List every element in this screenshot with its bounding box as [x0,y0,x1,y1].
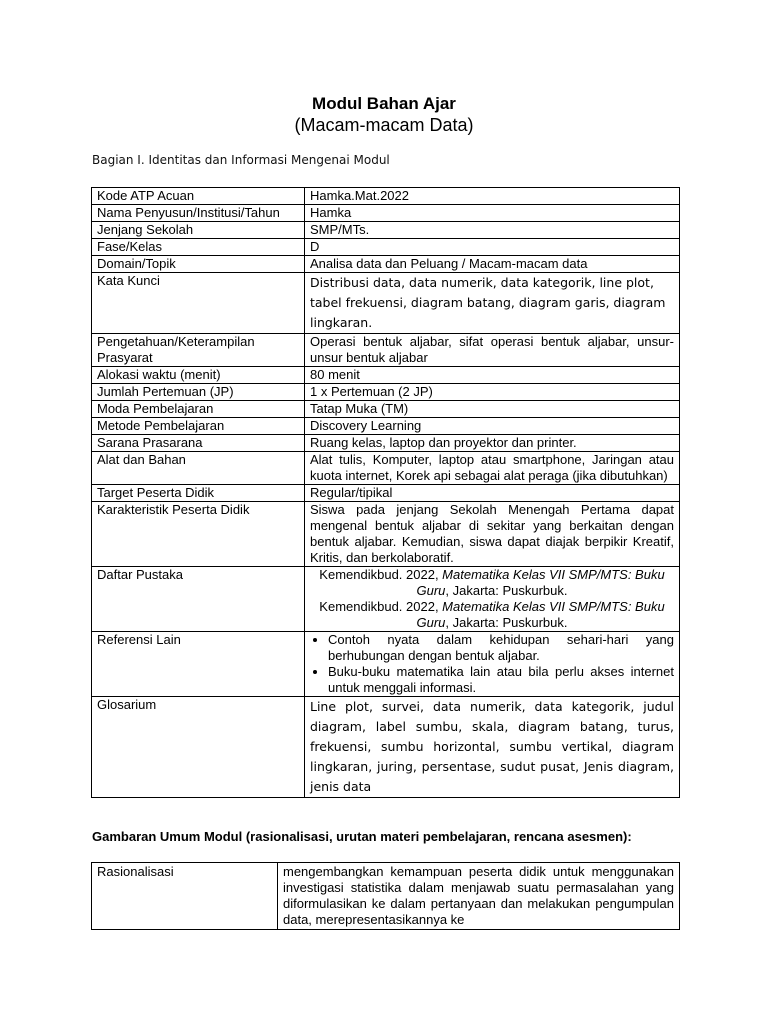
table-row [92,256,680,273]
row-label: Glosarium [92,697,305,798]
row-value: Analisa data dan Peluang / Macam-macam data [305,256,680,273]
row-value: Tatap Muka (TM) [305,401,680,418]
row-label: Jenjang Sekolah [92,222,305,239]
identity-table [91,187,680,798]
referensi-cell [305,632,680,697]
section-heading: Bagian I. Identitas dan Informasi Mengenai Modul [92,153,390,167]
row-value: Hamka.Mat.2022 [305,188,680,205]
table-row [92,435,680,452]
table-row-glosarium [92,697,680,798]
table-row-referensi [92,632,680,697]
row-label: Domain/Topik [92,256,305,273]
row-label: Alat dan Bahan [92,452,305,485]
referensi-list [310,632,674,696]
table-row [92,418,680,435]
row-value: SMP/MTs. [305,222,680,239]
pustaka-item: Kemendikbud. 2022, Matematika Kelas VII SMP/MTS: Buku Guru, Jakarta: Puskurbuk. [319,567,665,598]
row-value: Operasi bentuk aljabar, sifat operasi bentuk aljabar, unsur-unsur bentuk aljabar [305,334,680,367]
row-label: Alokasi waktu (menit) [92,367,305,384]
row-label: Karakteristik Peserta Didik [92,502,305,567]
row-label: Kata Kunci [92,273,305,334]
table-row [92,205,680,222]
table-row [92,485,680,502]
row-value: Siswa pada jenjang Sekolah Menengah Pertama dapat mengenal bentuk aljabar di sekitar yang berkaitan dengan bentuk aljabar. Kemudian, siswa dapat diajak berpikir Kreatif, Kritis, dan berkolaboratif. [305,502,680,567]
table-row [92,502,680,567]
row-label: Target Peserta Didik [92,485,305,502]
row-value: D [305,239,680,256]
row-value: 1 x Pertemuan (2 JP) [305,384,680,401]
row-label: Referensi Lain [92,632,305,697]
row-label: Nama Penyusun/Institusi/Tahun [92,205,305,222]
document-title: Modul Bahan Ajar [312,94,456,113]
row-label: Jumlah Pertemuan (JP) [92,384,305,401]
document-subtitle: (Macam-macam Data) [294,115,474,135]
table-row [92,273,680,334]
table-row [92,334,680,367]
row-label: Fase/Kelas [92,239,305,256]
row-label: Kode ATP Acuan [92,188,305,205]
table-row [92,452,680,485]
list-item: • Buku-buku matematika lain atau bila perlu akses internet untuk menggali informasi. [328,664,674,696]
row-value: Line plot, survei, data numerik, data kategorik, judul diagram, label sumbu, skala, diagram batang, turus, frekuensi, sumbu horizontal, sumbu vertikal, diagram lingkaran, juring, persentase, sudut pusat, Jenis diagram, jenis data [305,697,680,798]
table-row [92,384,680,401]
row-value: Alat tulis, Komputer, laptop atau smartphone, Jaringan atau kuota internet, Korek api sebagai alat peraga (jika dibutuhkan) [305,452,680,485]
gambaran-heading: Gambaran Umum Modul (rasionalisasi, urutan materi pembelajaran, rencana asesmen): [92,829,632,844]
table-row [92,367,680,384]
row-label: Pengetahuan/Keterampilan Prasyarat [92,334,305,367]
row-value: Discovery Learning [305,418,680,435]
row-value: Ruang kelas, laptop dan proyektor dan printer. [305,435,680,452]
row-label: Moda Pembelajaran [92,401,305,418]
table-row [92,401,680,418]
table-row-pustaka [92,567,680,632]
row-value: 80 menit [305,367,680,384]
row-label: Rasionalisasi [92,863,278,930]
row-label: Sarana Prasarana [92,435,305,452]
table-row [92,239,680,256]
pustaka-list [305,567,680,632]
table-row [92,863,680,930]
row-label: Daftar Pustaka [92,567,305,632]
row-label: Metode Pembelajaran [92,418,305,435]
row-value: Hamka [305,205,680,222]
row-value: mengembangkan kemampuan peserta didik untuk menggunakan investigasi statistika dalam menjawab suatu permasalahan yang diformulasikan ke dalam pertanyaan dan melakukan pengumpulan data, merepresentasikannya ke [278,863,680,930]
rasionalisasi-table [91,862,680,930]
list-item: • Contoh nyata dalam kehidupan sehari-hari yang berhubungan dengan bentuk aljabar. [328,632,674,664]
table-row [92,188,680,205]
row-value: Distribusi data, data numerik, data kategorik, line plot, tabel frekuensi, diagram batang, diagram garis, diagram lingkaran. [305,273,680,334]
row-value: Regular/tipikal [305,485,680,502]
pustaka-item: Kemendikbud. 2022, Matematika Kelas VII SMP/MTS: Buku Guru, Jakarta: Puskurbuk. [319,599,665,630]
table-row [92,222,680,239]
